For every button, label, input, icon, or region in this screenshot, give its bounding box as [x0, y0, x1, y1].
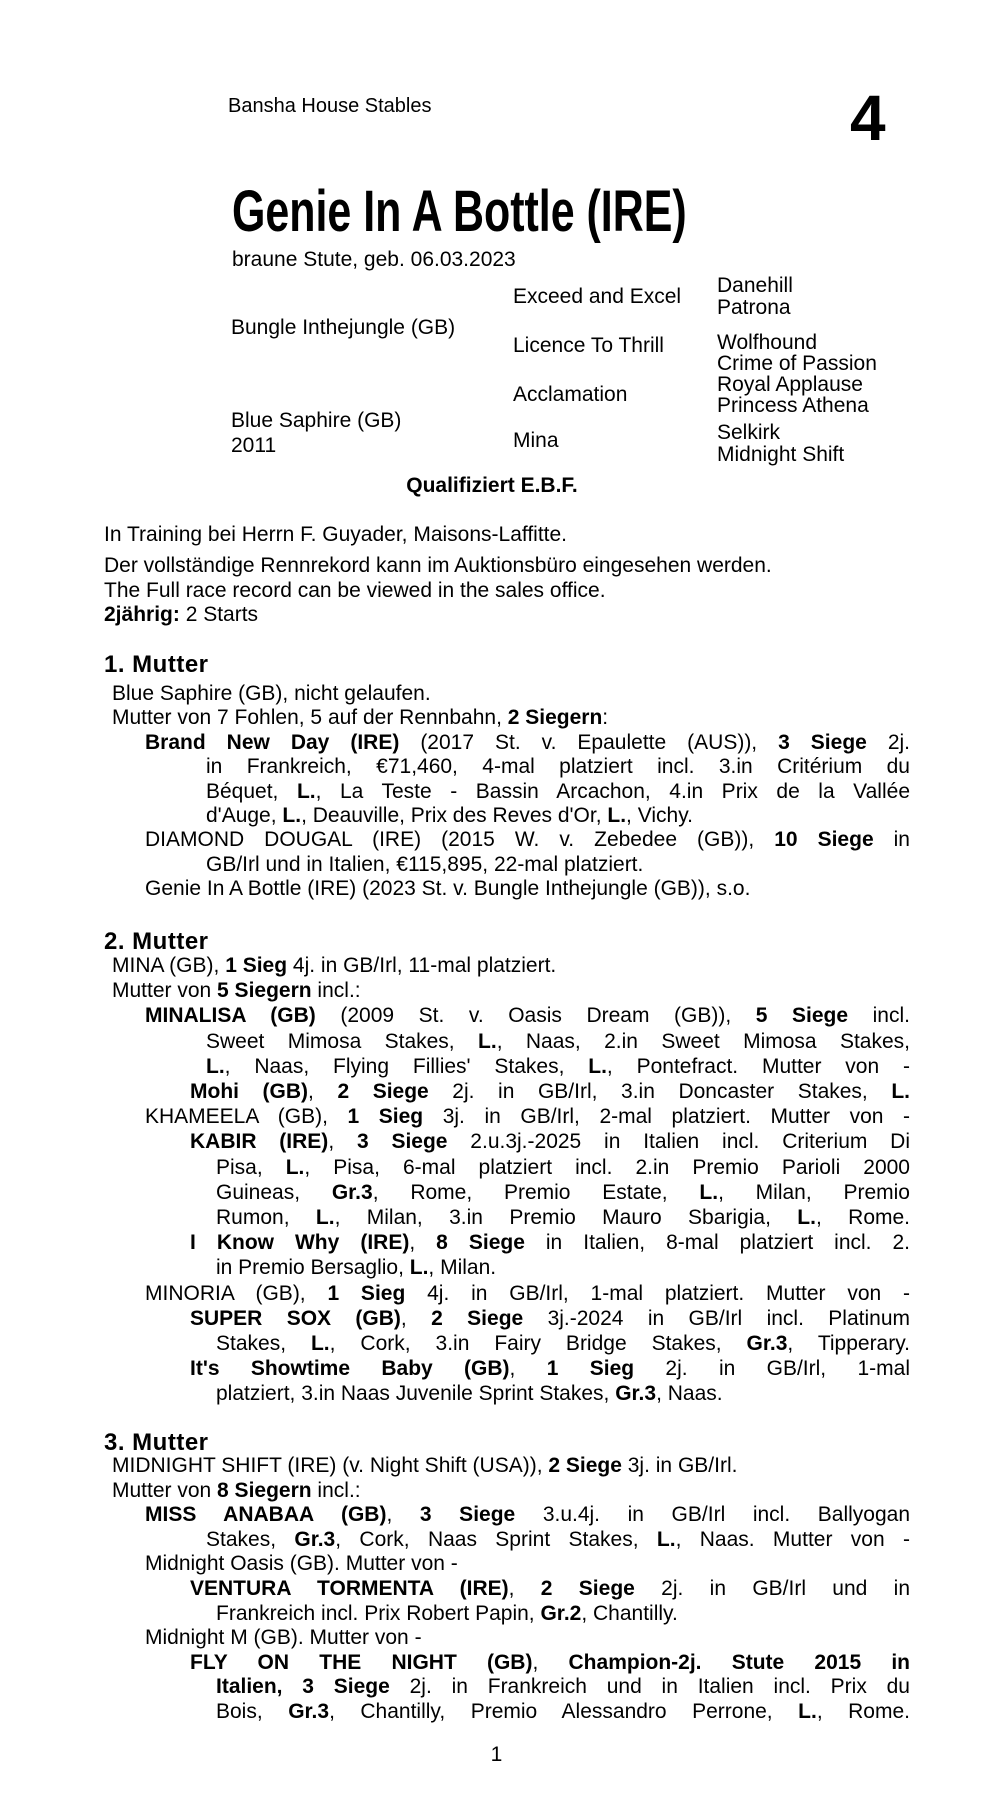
pedigree-text-line: Mohi (GB), 2 Siege 2j. in GB/Irl, 3.in Doncaster Stakes, L.	[190, 1080, 910, 1104]
pedigree-text-line: Sweet Mimosa Stakes, L., Naas, 2.in Sweet Mimosa Stakes,	[206, 1029, 910, 1053]
pedigree-text-line: MISS ANABAA (GB), 3 Siege 3.u.4j. in GB/Irl incl. Ballyogan	[145, 1503, 911, 1527]
pedigree-text-line: KHAMEELA (GB), 1 Sieg 3j. in GB/Irl, 2-mal platziert. Mutter von -	[145, 1105, 910, 1129]
lot-number: 4	[850, 82, 886, 154]
training-note: In Training bei Herrn F. Guyader, Maisons-Laffitte.	[104, 523, 568, 546]
pedigree-text-line: Blue Saphire (GB), nicht gelaufen.	[112, 682, 431, 705]
pedigree-text-line: MINORIA (GB), 1 Sieg 4j. in GB/Irl, 1-mal platziert. Mutter von -	[145, 1281, 910, 1305]
pedigree-gen3-entry: Crime of Passion	[717, 352, 877, 375]
pedigree-gen3-entry: Royal Applause	[717, 373, 863, 396]
pedigree-text-line: It's Showtime Baby (GB), 1 Sieg 2j. in GB/Irl, 1-mal	[190, 1357, 910, 1381]
pedigree-text-line: Italien, 3 Siege 2j. in Frankreich und in Italien incl. Prix du	[216, 1675, 910, 1699]
pedigree-text-line: VENTURA TORMENTA (IRE), 2 Siege 2j. in GB/Irl und in	[190, 1576, 911, 1600]
pedigree-text-line: I Know Why (IRE), 8 Siege in Italien, 8-mal platziert incl. 2.	[190, 1231, 911, 1255]
pedigree-gen3-entry: Princess Athena	[717, 394, 869, 417]
pedigree-text-line: Bois, Gr.3, Chantilly, Premio Alessandro Perrone, L., Rome.	[216, 1699, 910, 1723]
section-heading: 2. Mutter	[104, 928, 209, 955]
pedigree-gen3-entry: Patrona	[717, 296, 791, 319]
pedigree-gen3-entry: Selkirk	[717, 421, 781, 444]
section-heading: 3. Mutter	[104, 1429, 209, 1456]
pedigree-text-line: Mutter von 5 Siegern incl.:	[112, 979, 361, 1003]
pedigree-text-line: in Frankreich, €71,460, 4-mal platziert incl. 3.in Critérium du	[206, 755, 910, 779]
pedigree-dam-year: 2011	[231, 434, 277, 457]
page-number: 1	[490, 1743, 503, 1766]
pedigree-text-line: Rumon, L., Milan, 3.in Premio Mauro Sbarigia, L., Rome.	[216, 1206, 911, 1230]
pedigree-sire: Bungle Inthejungle (GB)	[231, 316, 456, 339]
section-lines	[104, 1454, 910, 1725]
pedigree-dam: Blue Saphire (GB)	[231, 409, 402, 432]
pedigree-text-line: SUPER SOX (GB), 2 Siege 3j.-2024 in GB/Irl incl. Platinum	[190, 1306, 910, 1330]
section-lines	[104, 682, 910, 902]
pedigree-text-line: Midnight Oasis (GB). Mutter von -	[145, 1552, 458, 1576]
pedigree-text-line: L., Naas, Flying Fillies' Stakes, L., Pontefract. Mutter von -	[206, 1054, 910, 1078]
pedigree-text-line: Mutter von 7 Fohlen, 5 auf der Rennbahn, 2 Siegern:	[112, 706, 609, 730]
starts-line: 2jährig: 2 Starts	[104, 603, 259, 626]
section-lines	[104, 953, 910, 1407]
pedigree-gen2-entry: Licence To Thrill	[513, 334, 664, 357]
pedigree-text-line: Béquet, L., La Teste - Bassin Arcachon, 4.in Prix de la Vallée	[206, 779, 910, 803]
pedigree-text-line: Pisa, L., Pisa, 6-mal platziert incl. 2.in Premio Parioli 2000	[216, 1155, 910, 1179]
pedigree-gen3-entry: Danehill	[717, 274, 793, 297]
pedigree-gen3-entry: Midnight Shift	[717, 443, 845, 466]
pedigree-text-line: KABIR (IRE), 3 Siege 2.u.3j.-2025 in Italien incl. Criterium Di	[190, 1130, 911, 1154]
pedigree-text-line: in Premio Bersaglio, L., Milan.	[216, 1256, 497, 1280]
horse-name: Genie In A Bottle (IRE)	[232, 179, 687, 244]
pedigree-text-line: Mutter von 8 Siegern incl.:	[112, 1478, 361, 1502]
pedigree-text-line: Brand New Day (IRE) (2017 St. v. Epaulette (AUS)), 3 Siege 2j.	[145, 730, 911, 754]
pedigree-gen2-entry: Acclamation	[513, 383, 628, 406]
pedigree-text-line: FLY ON THE NIGHT (GB), Champion-2j. Stute 2015 in	[190, 1650, 910, 1674]
record-note-german: Der vollständige Rennrekord kann im Auktionsbüro eingesehen werden.	[104, 554, 772, 577]
race-record-note	[104, 554, 772, 628]
pedigree-text-line: platziert, 3.in Naas Juvenile Sprint Stakes, Gr.3, Naas.	[216, 1382, 723, 1406]
pedigree-text-line: Midnight M (GB). Mutter von -	[145, 1626, 422, 1650]
pedigree-text-line: MIDNIGHT SHIFT (IRE) (v. Night Shift (USA)), 2 Siege 3j. in GB/Irl.	[112, 1454, 738, 1477]
pedigree-text-line: Stakes, L., Cork, 3.in Fairy Bridge Stakes, Gr.3, Tipperary.	[216, 1332, 911, 1356]
pedigree-gen2-entry: Exceed and Excel	[513, 285, 682, 308]
pedigree-text-line: MINA (GB), 1 Sieg 4j. in GB/Irl, 11-mal platziert.	[112, 954, 557, 977]
record-note-english: The Full race record can be viewed in the sales office.	[104, 578, 606, 602]
qualification-note: Qualifiziert E.B.F.	[406, 474, 578, 497]
horse-description: braune Stute, geb. 06.03.2023	[232, 248, 516, 271]
pedigree-gen3-entry: Wolfhound	[717, 331, 818, 354]
pedigree-text-line: d'Auge, L., Deauville, Prix des Reves d'Or, L., Vichy.	[206, 804, 693, 828]
pedigree-text-line: GB/Irl und in Italien, €115,895, 22-mal platziert.	[206, 852, 644, 876]
pedigree-text-line: Guineas, Gr.3, Rome, Premio Estate, L., Milan, Premio	[216, 1180, 910, 1204]
pedigree-gen2-entry: Mina	[513, 429, 559, 452]
pedigree-text-line: DIAMOND DOUGAL (IRE) (2015 W. v. Zebedee (GB)), 10 Siege in	[145, 828, 910, 852]
pedigree-text-line: Frankreich incl. Prix Robert Papin, Gr.2, Chantilly.	[216, 1601, 678, 1625]
section-heading: 1. Mutter	[104, 651, 209, 678]
stable-name: Bansha House Stables	[228, 95, 432, 117]
pedigree-text-line: Stakes, Gr.3, Cork, Naas Sprint Stakes, L., Naas. Mutter von -	[206, 1527, 910, 1551]
pedigree-text-line: MINALISA (GB) (2009 St. v. Oasis Dream (GB)), 5 Siege incl.	[145, 1004, 910, 1028]
pedigree-text-line: Genie In A Bottle (IRE) (2023 St. v. Bungle Inthejungle (GB)), s.o.	[145, 877, 751, 901]
